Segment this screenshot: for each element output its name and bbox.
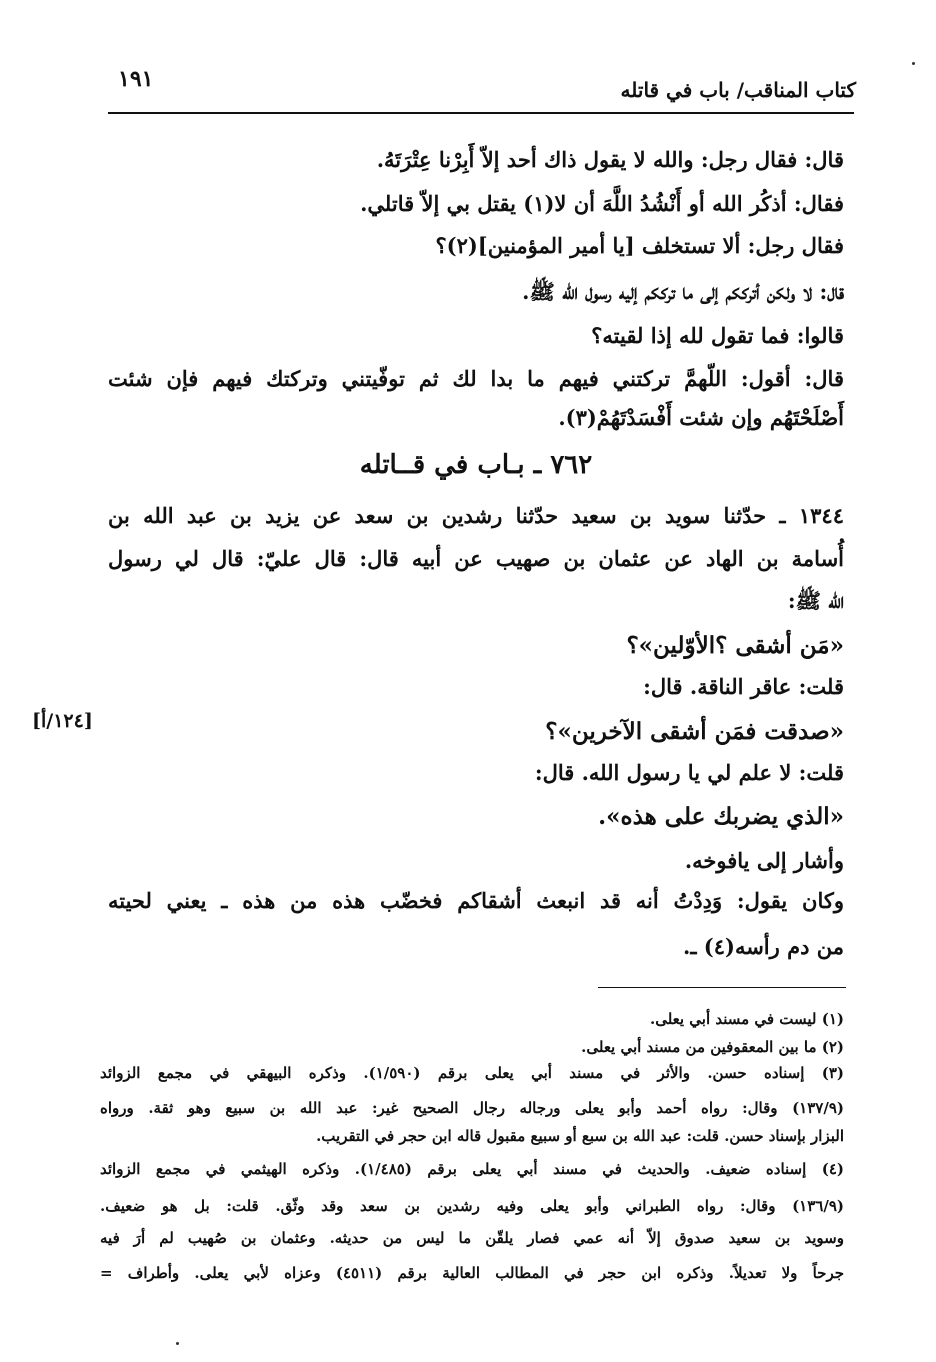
footnote-line: (٢) ما بين المعقوفين من مسند أبي يعلى.	[581, 1038, 844, 1056]
hadith-line: أُسامة بن الهاد عن عثمان بن صهيب عن أبيه قال: قال عليّ: قال لي رسول	[108, 546, 844, 571]
manuscript-folio-reference: [١٢٤/أ]	[32, 710, 93, 732]
running-header-title: كتاب المناقب/ باب في قاتله	[620, 78, 856, 102]
footnote-line: (٣) إسناده حسن. والأثر في مسند أبي يعلى برقم (١/٥٩٠). وذكره البيهقي في مجمع الزوائد	[100, 1064, 844, 1082]
hadith-line: وكان يقول: وَدِدْتُ أنه قد انبعث أشقاكم فخضّب هذه من هذه ـ يعني لحيته	[108, 888, 844, 913]
header-rule	[108, 112, 854, 114]
hadith-line: من دم رأسه(٤) ـ.	[683, 934, 844, 959]
footnote-line: وسويد بن سعيد صدوق إلاّ أنه عمي فصار يلقّن ما ليس من حديثه. وعثمان بن صُهيب لم أرَ فيه	[100, 1229, 844, 1247]
scan-speck	[176, 1342, 179, 1345]
footnote-line: جرحاً ولا تعديلاً. وذكره ابن حجر في المطالب العالية برقم (٤٥١١) وعزاه لأبي يعلى. وأطراف =	[100, 1264, 844, 1282]
hadith-line: قلت: عاقر الناقة. قال:	[643, 674, 844, 699]
footnote-line: (١٣٧/٩) وقال: رواه أحمد وأبو يعلى ورجاله رجال الصحيح غير: عبد الله بن سبيع وهو ثقة. ورواه	[100, 1099, 844, 1117]
footnote-line: (١) ليست في مسند أبي يعلى.	[649, 1010, 844, 1028]
hadith-line: وأشار إلى يافوخه.	[684, 848, 844, 873]
hadith-line: قلت: لا علم لي يا رسول الله. قال:	[534, 760, 844, 785]
hadith-line: الله ﷺ:	[787, 588, 844, 613]
hadith-quote: «صدقت فمَن أشقى الآخرين»؟	[545, 718, 844, 745]
chapter-heading: ٧٦٢ ـ بـاب في قــاتله	[359, 450, 593, 480]
body-line: قال: فقال رجل: والله لا يقول ذاك أحد إلاّ أَبِرْنا عِتْرَتَهُ.	[376, 147, 844, 172]
body-line: أَصْلَحْتَهُم وإن شئت أَفْسَدْتَهُمْ(٣).	[558, 405, 844, 430]
footnote-line: (١٣٦/٩) وقال: رواه الطبراني وأبو يعلى وفيه رشدين بن سعد وقد وثّق. قلت: بل هو ضعيف.	[100, 1197, 844, 1215]
body-line: قالوا: فما تقول لله إذا لقيته؟	[591, 323, 844, 348]
hadith-line: ١٣٤٤ ـ حدّثنا سويد بن سعيد حدّثنا رشدين بن سعد عن يزيد بن عبد الله بن	[108, 503, 844, 528]
hadith-quote: «الذي يضربك على هذه».	[598, 803, 844, 830]
body-line: فقال: أذكُر الله أو أَنْشُدُ اللَّهَ أن لا(١) يقتل بي إلاّ قاتلي.	[360, 191, 844, 216]
body-line: فقال رجل: ألا تستخلف [يا أمير المؤمنين](٢)؟	[435, 233, 844, 258]
body-line: قال: لا ولكن أترككم إلى ما ترككم إليه رسول الله ﷺ.	[522, 279, 844, 304]
scan-speck	[912, 62, 915, 65]
footnote-line: البزار بإسناد حسن. قلت: عبد الله بن سبع أو سبيع مقبول قاله ابن حجر في التقريب.	[316, 1127, 844, 1145]
body-line: قال: أقول: اللّهمَّ تركتني فيهم ما بدا لك ثم توفّيتني وتركتك فيهم فإن شئت	[108, 366, 844, 391]
page-number: ١٩١	[118, 66, 154, 92]
footnote-separator	[598, 987, 846, 988]
footnote-line: (٤) إسناده ضعيف. والحديث في مسند أبي يعلى برقم (١/٤٨٥). وذكره الهيثمي في مجمع الزوائد	[100, 1160, 845, 1178]
hadith-quote: «مَن أشقى ؟الأوّلين»؟	[626, 632, 844, 659]
